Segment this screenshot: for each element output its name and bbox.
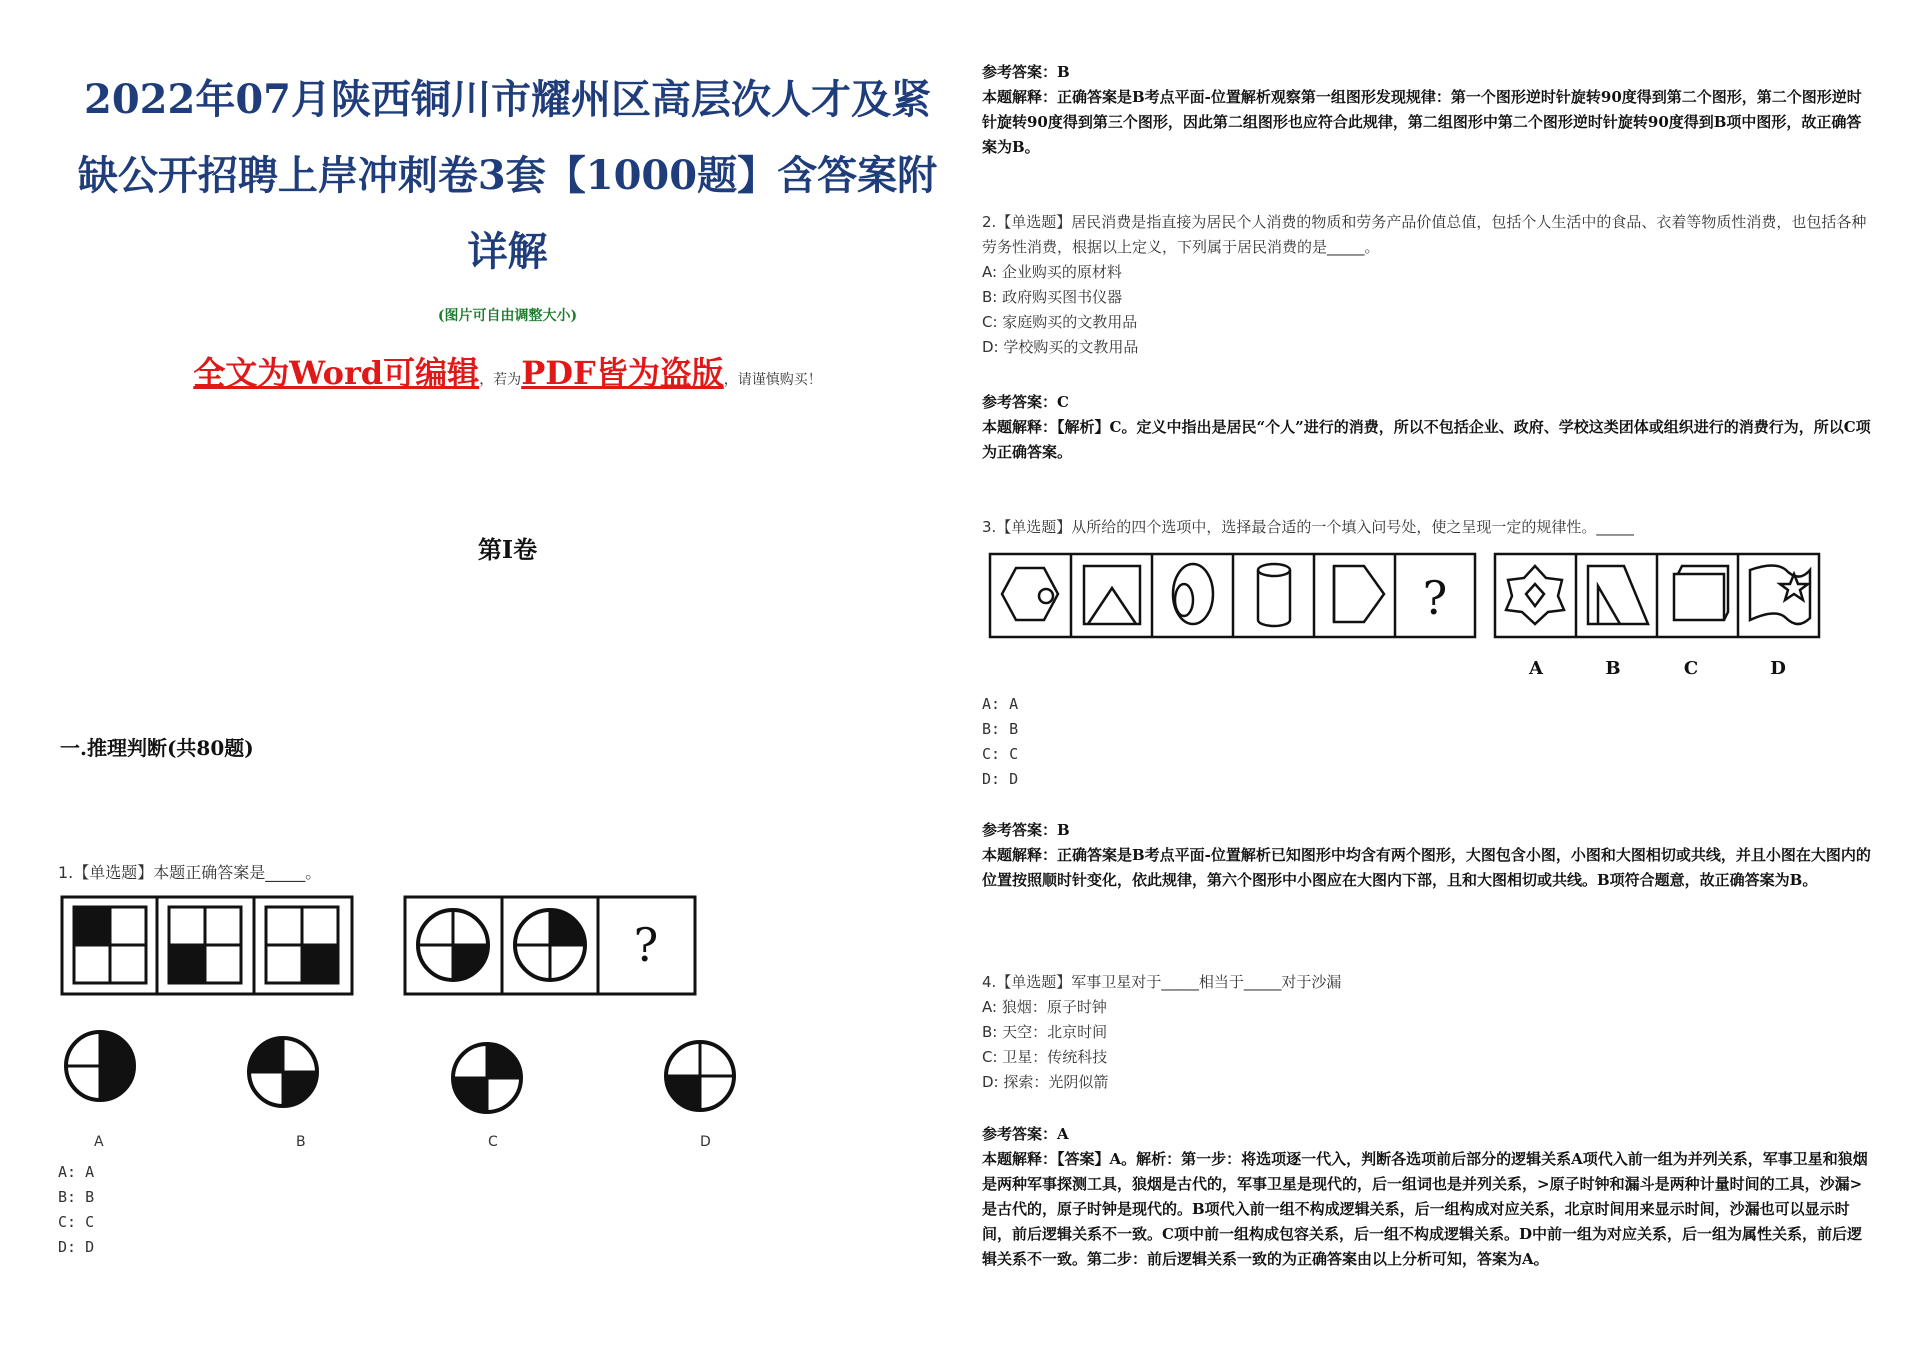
q1-option-a: A: A bbox=[58, 1163, 95, 1181]
q1-grid-2 bbox=[169, 907, 241, 983]
q3-option-a: A: A bbox=[982, 695, 1019, 713]
title-line-1: 2022年07月陕西铜川市耀州区高层次人才及紧 bbox=[84, 76, 931, 123]
volume-heading: 第I卷 bbox=[477, 535, 538, 564]
q3-cylinder bbox=[1258, 564, 1290, 626]
q1-circle-1 bbox=[418, 910, 488, 980]
q3-label-b: B bbox=[1605, 658, 1621, 679]
q3-label-c: C bbox=[1683, 658, 1699, 679]
q4-option-c: C: 卫星：传统科技 bbox=[982, 1048, 1108, 1066]
q4-text: 4.【单选题】军事卫星对于_____相当于_____对于沙漏 bbox=[982, 973, 1342, 991]
q3-option-c-shape bbox=[1674, 566, 1728, 620]
q1-grid-3 bbox=[266, 907, 338, 983]
q1-choice-a bbox=[66, 1032, 134, 1100]
q3-option-d: D: D bbox=[982, 770, 1019, 788]
q1-label-d: D bbox=[700, 1134, 711, 1150]
q2-option-b: B: 政府购买图书仪器 bbox=[982, 288, 1123, 306]
q1-choice-c bbox=[453, 1044, 521, 1112]
answer-4-key: 参考答案：A bbox=[982, 1125, 1069, 1143]
q3-options bbox=[982, 692, 1018, 792]
q3-square-triangle bbox=[1084, 566, 1140, 624]
q2-option-d: D: 学校购买的文教用品 bbox=[982, 338, 1139, 356]
q4-option-a: A: 狼烟：原子时钟 bbox=[982, 998, 1107, 1016]
answer-1 bbox=[982, 60, 1872, 160]
q1-label-b: B bbox=[296, 1134, 306, 1150]
edit-notice bbox=[55, 348, 960, 394]
q4-option-b: B: 天空：北京时间 bbox=[982, 1023, 1108, 1041]
answer-1-explanation: 本题解释：正确答案是B考点平面-位置解析观察第一组图形发现规律：第一个图形逆时针旋转90度得到第二个图形，第二个图形逆时针旋转90度得到第三个图形，因此第二组图形也应符合此规律，第二组图形中第二个图形逆时针旋转90度得到B项中图形，故正确答案为B。 bbox=[982, 88, 1862, 156]
edit-notice-pdf: PDF皆为盗版 bbox=[521, 354, 724, 392]
q3-option-b-shape bbox=[1588, 566, 1648, 624]
answer-2 bbox=[982, 390, 1872, 465]
answer-4 bbox=[982, 1122, 1872, 1272]
resize-note: (图片可自由调整大小) bbox=[437, 308, 578, 324]
q3-pentagon bbox=[1334, 566, 1384, 622]
answer-2-explanation: 本题解释：【解析】C。定义中指出是居民“个人”进行的消费，所以不包括企业、政府、学校这类团体或组织进行的消费行为，所以C项为正确答案。 bbox=[982, 418, 1871, 461]
q3-option-c: C: C bbox=[982, 745, 1019, 763]
q3-option-d-shape bbox=[1750, 565, 1810, 624]
edit-notice-tail: ，请谨慎购买！ bbox=[723, 372, 822, 388]
q3-ellipse bbox=[1173, 564, 1213, 624]
answer-3-explanation: 本题解释：正确答案是B考点平面-位置解析已知图形中均含有两个图形，大图包含小图，小图和大图相切或共线，并且小图在大图内的位置按照顺时针变化，依此规律，第六个图形中小图应在大图内下部，且和大图相切或共线。B项符合题意，故正确答案为B。 bbox=[982, 846, 1871, 889]
q2-option-a: A: 企业购买的原材料 bbox=[982, 263, 1122, 281]
q1-text: 1.【单选题】本题正确答案是_____。 bbox=[58, 863, 322, 882]
q3-hexagon bbox=[1002, 568, 1058, 620]
title-line-2: 缺公开招聘上岸冲刺卷3套【1000题】含答案附 bbox=[77, 152, 938, 199]
q3-label-a: A bbox=[1529, 658, 1543, 679]
q3-option-b: B: B bbox=[982, 720, 1019, 738]
q1-choice-b bbox=[249, 1038, 317, 1106]
q1-label-c: C bbox=[488, 1134, 498, 1150]
q2-text: 2.【单选题】居民消费是指直接为居民个人消费的物质和劳务产品价值总值，包括个人生活中的食品、衣着等物质性消费，也包括各种劳务性消费，根据以上定义，下列属于居民消费的是_____。 bbox=[982, 213, 1867, 256]
q1-option-d: D: D bbox=[58, 1238, 95, 1256]
edit-notice-mid: ，若为 bbox=[479, 372, 522, 388]
q1-options bbox=[58, 1160, 94, 1260]
q1-option-b: B: B bbox=[58, 1188, 95, 1206]
q1-circle-2 bbox=[515, 910, 585, 980]
q1-figure bbox=[60, 895, 700, 1000]
q3-option-a-shape bbox=[1506, 566, 1564, 624]
q3-label-d: D bbox=[1770, 658, 1786, 679]
q1-grid-1 bbox=[74, 907, 146, 983]
question-4 bbox=[982, 970, 1872, 1095]
answer-3 bbox=[982, 818, 1872, 893]
question-2 bbox=[982, 210, 1872, 360]
document-title bbox=[55, 62, 960, 290]
answer-4-explanation: 本题解释：【答案】A。解析：第一步：将选项逐一代入，判断各选项前后部分的逻辑关系A项代入前一组为并列关系，军事卫星和狼烟是两种军事探测工具，狼烟是古代的，军事卫星是现代的，后一组词也是并列关系，>原子时钟和漏斗是两种计量时间的工具，沙漏>是古代的，原子时钟是现代的。B项代入前一组不构成逻辑关系，后一组构成对应关系，北京时间用来显示时间，沙漏也可以显示时间，前后逻辑关系不一致。C项中前一组构成包容关系，后一组不构成逻辑关系。D中前一组为对应关系，后一组为属性关系，前后逻辑关系不一致。第二步：前后逻辑关系一致的为正确答案由以上分析可知，答案为A。 bbox=[982, 1150, 1868, 1268]
title-line-3: 详解 bbox=[467, 228, 548, 275]
q1-label-a: A bbox=[94, 1134, 104, 1150]
section-heading: 一.推理判断(共80题) bbox=[60, 736, 254, 760]
answer-3-key: 参考答案：B bbox=[982, 821, 1070, 839]
q3-text: 3.【单选题】从所给的四个选项中，选择最合适的一个填入问号处，使之呈现一定的规律性。_____ bbox=[982, 518, 1634, 536]
edit-notice-word: 全文为Word可编辑 bbox=[193, 354, 480, 392]
q4-option-d: D: 探索：光阴似箭 bbox=[982, 1073, 1109, 1091]
q1-choices bbox=[60, 1028, 760, 1153]
q3-figure bbox=[988, 552, 1828, 682]
answer-2-key: 参考答案：C bbox=[982, 393, 1069, 411]
q1-choice-d bbox=[666, 1042, 734, 1110]
answer-1-key: 参考答案：B bbox=[982, 63, 1070, 81]
q1-option-c: C: C bbox=[58, 1213, 95, 1231]
q2-option-c: C: 家庭购买的文教用品 bbox=[982, 313, 1138, 331]
q3-question-mark: ? bbox=[1422, 571, 1448, 625]
q1-question-mark: ? bbox=[633, 918, 659, 972]
